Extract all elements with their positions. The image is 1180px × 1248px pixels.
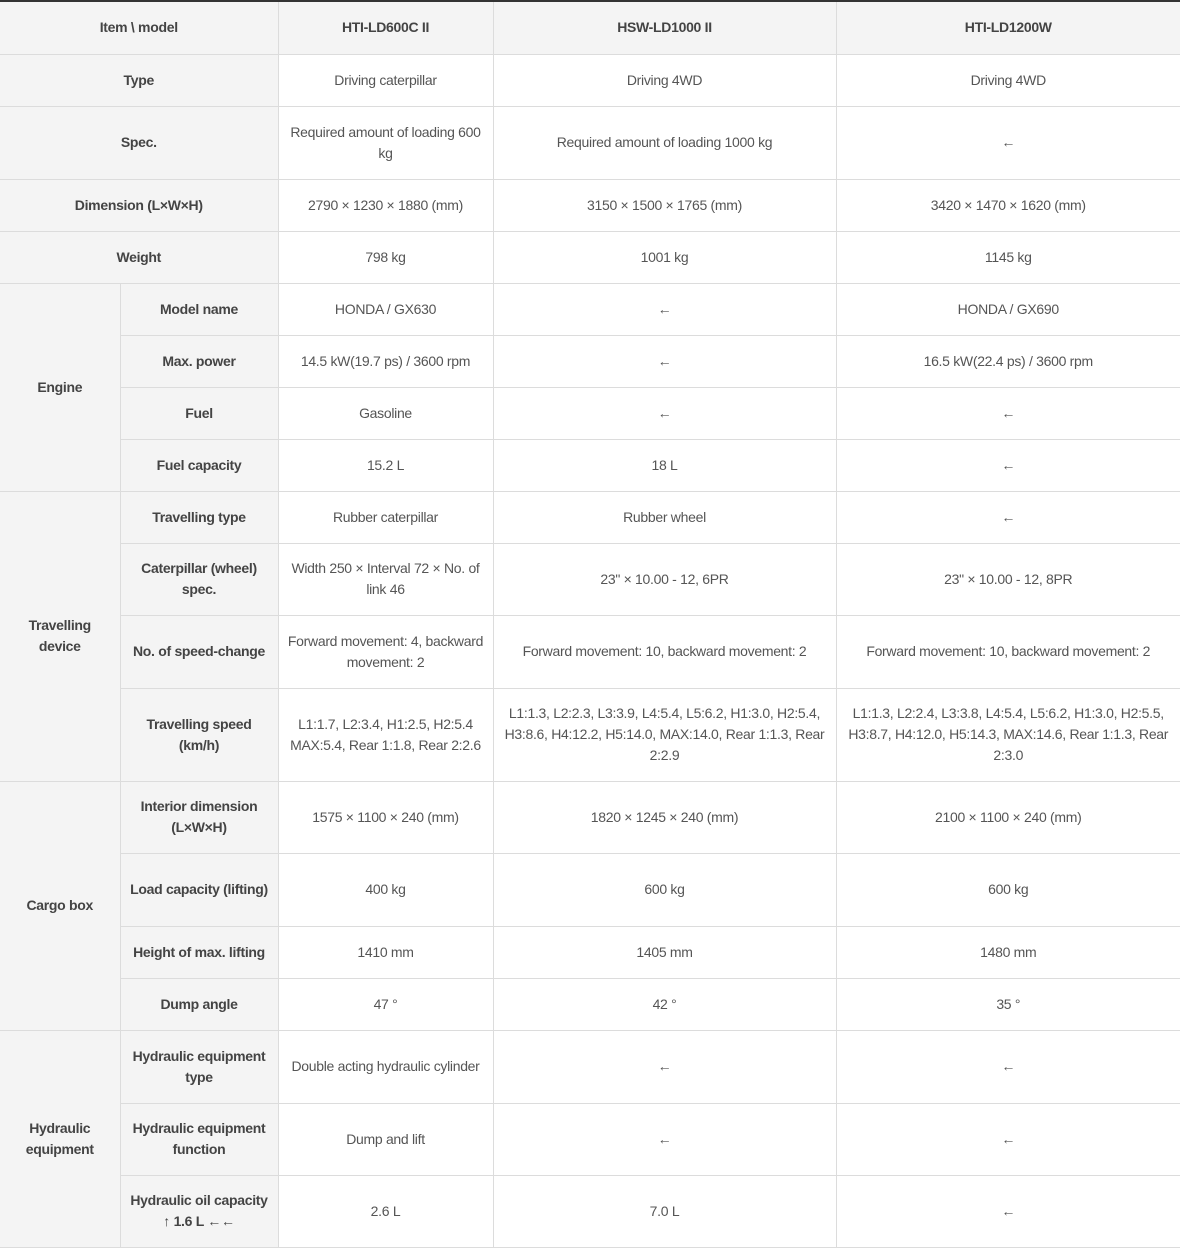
- table-row: [0, 1103, 1180, 1175]
- row-label: Dump angle: [120, 978, 278, 1030]
- cell-value: 42 °: [493, 978, 836, 1030]
- cell-value: L1:1.7, L2:3.4, H1:2.5, H2:5.4 MAX:5.4, Rear 1:1.8, Rear 2:2.6: [278, 688, 493, 781]
- cell-value: L1:1.3, L2:2.3, L3:3.9, L4:5.4, L5:6.2, H1:3.0, H2:5.4, H3:8.6, H4:12.2, H5:14.0, MAX:14.0, Rear 1:1.3, Rear 2:2.9: [493, 688, 836, 781]
- cell-value: ←: [493, 387, 836, 439]
- cell-value: ←: [493, 283, 836, 335]
- cell-value: ←: [836, 106, 1180, 179]
- cell-value: Rubber wheel: [493, 491, 836, 543]
- row-label: Load capacity (lifting): [120, 853, 278, 926]
- cell-value: 23" × 10.00 - 12, 8PR: [836, 543, 1180, 615]
- header-item-model: Item \ model: [0, 2, 278, 54]
- cell-value: 14.5 kW(19.7 ps) / 3600 rpm: [278, 335, 493, 387]
- cell-value: 35 °: [836, 978, 1180, 1030]
- row-label: Hydraulic equipment type: [120, 1030, 278, 1103]
- cell-value: 3150 × 1500 × 1765 (mm): [493, 179, 836, 231]
- cell-value: Required amount of loading 600 kg: [278, 106, 493, 179]
- cell-value: Gasoline: [278, 387, 493, 439]
- row-label: Dimension (L×W×H): [0, 179, 278, 231]
- cell-value: 1410 mm: [278, 926, 493, 978]
- table-row: [0, 543, 1180, 615]
- header-model-1: HTI-LD600C II: [278, 2, 493, 54]
- cell-value: 600 kg: [836, 853, 1180, 926]
- row-label: Type: [0, 54, 278, 106]
- table-row: [0, 615, 1180, 688]
- header-row: [0, 2, 1180, 54]
- table-row: [0, 106, 1180, 179]
- cell-value: ←: [493, 335, 836, 387]
- cell-value: 2790 × 1230 × 1880 (mm): [278, 179, 493, 231]
- cell-value: 15.2 L: [278, 439, 493, 491]
- table-row: [0, 926, 1180, 978]
- header-model-2: HSW-LD1000 II: [493, 2, 836, 54]
- cell-value: 7.0 L: [493, 1175, 836, 1247]
- cell-value: ←: [836, 491, 1180, 543]
- row-label: Hydraulic equipment function: [120, 1103, 278, 1175]
- cell-value: L1:1.3, L2:2.4, L3:3.8, L4:5.4, L5:6.2, H1:3.0, H2:5.5, H3:8.7, H4:12.0, H5:14.3, MAX:14.6, Rear 1:1.3, Rear 2:3.0: [836, 688, 1180, 781]
- group-label-engine: Engine: [0, 283, 120, 491]
- cell-value: ←: [836, 387, 1180, 439]
- cell-value: HONDA / GX690: [836, 283, 1180, 335]
- cell-value: Dump and lift: [278, 1103, 493, 1175]
- cell-value: ←: [493, 1103, 836, 1175]
- cell-value: Width 250 × Interval 72 × No. of link 46: [278, 543, 493, 615]
- cell-value: ←: [836, 1030, 1180, 1103]
- table-row: [0, 387, 1180, 439]
- spec-table: [0, 2, 1180, 1248]
- table-row: [0, 1030, 1180, 1103]
- cell-value: 1145 kg: [836, 231, 1180, 283]
- cell-value: ←: [836, 1103, 1180, 1175]
- table-row: [0, 231, 1180, 283]
- cell-value: 2100 × 1100 × 240 (mm): [836, 781, 1180, 853]
- row-label: Interior dimension (L×W×H): [120, 781, 278, 853]
- table-row: [0, 853, 1180, 926]
- cell-value: ←: [836, 439, 1180, 491]
- row-label: Fuel capacity: [120, 439, 278, 491]
- table-row: [0, 283, 1180, 335]
- cell-value: HONDA / GX630: [278, 283, 493, 335]
- cell-value: Forward movement: 10, backward movement: 2: [493, 615, 836, 688]
- group-label-travelling: Travelling device: [0, 491, 120, 781]
- table-row: [0, 688, 1180, 781]
- cell-value: 1820 × 1245 × 240 (mm): [493, 781, 836, 853]
- cell-value: 1480 mm: [836, 926, 1180, 978]
- cell-value: 3420 × 1470 × 1620 (mm): [836, 179, 1180, 231]
- table-row: [0, 1175, 1180, 1247]
- cell-value: Rubber caterpillar: [278, 491, 493, 543]
- cell-value: 18 L: [493, 439, 836, 491]
- cell-value: Forward movement: 10, backward movement: 2: [836, 615, 1180, 688]
- cell-value: Driving caterpillar: [278, 54, 493, 106]
- row-label: Model name: [120, 283, 278, 335]
- table-row: [0, 179, 1180, 231]
- cell-value: ←: [836, 1175, 1180, 1247]
- cell-value: ←: [493, 1030, 836, 1103]
- table-row: [0, 54, 1180, 106]
- cell-value: Driving 4WD: [836, 54, 1180, 106]
- cell-value: 400 kg: [278, 853, 493, 926]
- table-row: [0, 439, 1180, 491]
- cell-value: Required amount of loading 1000 kg: [493, 106, 836, 179]
- row-label: Caterpillar (wheel) spec.: [120, 543, 278, 615]
- row-label: Travelling type: [120, 491, 278, 543]
- table-row: [0, 491, 1180, 543]
- row-label: Fuel: [120, 387, 278, 439]
- table-row: [0, 978, 1180, 1030]
- row-label: Max. power: [120, 335, 278, 387]
- cell-value: 16.5 kW(22.4 ps) / 3600 rpm: [836, 335, 1180, 387]
- group-label-cargo: Cargo box: [0, 781, 120, 1030]
- cell-value: Double acting hydraulic cylinder: [278, 1030, 493, 1103]
- cell-value: 1575 × 1100 × 240 (mm): [278, 781, 493, 853]
- cell-value: 798 kg: [278, 231, 493, 283]
- group-label-hydraulic: Hydraulic equipment: [0, 1030, 120, 1247]
- row-label: Travelling speed (km/h): [120, 688, 278, 781]
- table-row: [0, 335, 1180, 387]
- row-label: Weight: [0, 231, 278, 283]
- row-label: No. of speed-change: [120, 615, 278, 688]
- row-label: Height of max. lifting: [120, 926, 278, 978]
- cell-value: 23" × 10.00 - 12, 6PR: [493, 543, 836, 615]
- row-label: Hydraulic oil capacity ↑ 1.6 L ←←: [120, 1175, 278, 1247]
- row-label: Spec.: [0, 106, 278, 179]
- cell-value: Forward movement: 4, backward movement: 2: [278, 615, 493, 688]
- header-model-3: HTI-LD1200W: [836, 2, 1180, 54]
- table-row: [0, 781, 1180, 853]
- cell-value: 1405 mm: [493, 926, 836, 978]
- cell-value: 2.6 L: [278, 1175, 493, 1247]
- cell-value: 47 °: [278, 978, 493, 1030]
- cell-value: 1001 kg: [493, 231, 836, 283]
- cell-value: Driving 4WD: [493, 54, 836, 106]
- cell-value: 600 kg: [493, 853, 836, 926]
